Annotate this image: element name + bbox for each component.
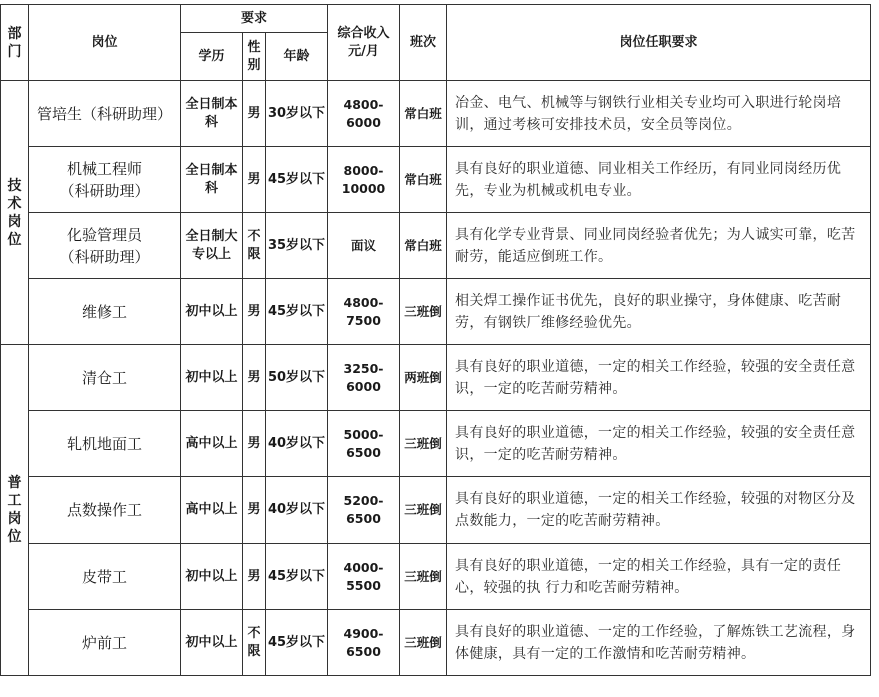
duties-header: 岗位任职要求 bbox=[447, 5, 871, 81]
age-cell: 35岁以下 bbox=[266, 213, 328, 279]
duties-cell: 具有良好的职业道德，一定的相关工作经验，较强的安全责任意识，一定的吃苦耐劳精神。 bbox=[447, 411, 871, 477]
salary-cell: 3250-6000 bbox=[328, 345, 400, 411]
line: 全日制本 bbox=[185, 96, 238, 112]
line: 限 bbox=[247, 246, 261, 262]
dept-char: 工 bbox=[7, 493, 22, 509]
line: 限 bbox=[247, 643, 261, 659]
education-cell bbox=[181, 345, 243, 411]
sex-cell bbox=[243, 610, 266, 676]
line: 男 bbox=[247, 502, 261, 517]
position-cell bbox=[29, 213, 181, 279]
education-cell bbox=[181, 81, 243, 147]
salary-cell: 面议 bbox=[328, 213, 400, 279]
education-cell bbox=[181, 477, 243, 544]
line: 清仓工 bbox=[81, 368, 127, 387]
dept-header: 部 门 bbox=[1, 5, 29, 81]
education-cell bbox=[181, 279, 243, 345]
dept-char: 岗 bbox=[7, 511, 22, 527]
line: 科 bbox=[204, 114, 218, 130]
dept-char: 岗 bbox=[7, 213, 22, 230]
dept-char: 位 bbox=[7, 231, 22, 248]
sex-cell bbox=[243, 213, 266, 279]
requirements-header: 要求 bbox=[181, 5, 328, 33]
age-cell: 40岁以下 bbox=[266, 411, 328, 477]
age-header: 年龄 bbox=[266, 33, 328, 81]
sex-header: 性 别 bbox=[243, 33, 266, 81]
sex-cell bbox=[243, 544, 266, 610]
sex-cell bbox=[243, 81, 266, 147]
position-cell bbox=[29, 544, 181, 610]
line: 男 bbox=[247, 303, 261, 319]
age-cell: 45岁以下 bbox=[266, 610, 328, 676]
table-row bbox=[1, 345, 871, 411]
shift-cell: 两班倒 bbox=[400, 345, 447, 411]
age-cell: 40岁以下 bbox=[266, 477, 328, 544]
age-cell: 45岁以下 bbox=[266, 544, 328, 610]
table-row bbox=[1, 147, 871, 213]
shift-cell: 常白班 bbox=[400, 81, 447, 147]
salary-cell: 8000-10000 bbox=[328, 147, 400, 213]
age-cell: 45岁以下 bbox=[266, 279, 328, 345]
age-cell: 45岁以下 bbox=[266, 147, 328, 213]
education-cell bbox=[181, 411, 243, 477]
duties-cell: 具有化学专业背景、同业同岗经验者优先；为人诚实可靠，吃苦耐劳，能适应倒班工作。 bbox=[447, 213, 871, 279]
shift-cell: 三班倒 bbox=[400, 610, 447, 676]
line: 初中以上 bbox=[185, 369, 238, 385]
line: 男 bbox=[247, 171, 261, 187]
shift-cell: 三班倒 bbox=[400, 411, 447, 477]
position-cell bbox=[29, 345, 181, 411]
salary-cell: 5200-6500 bbox=[328, 477, 400, 544]
shift-cell: 三班倒 bbox=[400, 477, 447, 544]
age-cell: 50岁以下 bbox=[266, 345, 328, 411]
line: 高中以上 bbox=[185, 435, 238, 451]
position-cell bbox=[29, 147, 181, 213]
education-header: 学历 bbox=[181, 33, 243, 81]
duties-cell: 具有良好的职业道德，一定的相关工作经验，较强的对物区分及点数能力，一定的吃苦耐劳精神。 bbox=[447, 477, 871, 544]
dept-char: 普 bbox=[7, 475, 22, 491]
line: （科研助理） bbox=[59, 247, 150, 266]
line: 机械工程师 bbox=[66, 159, 142, 178]
line: 男 bbox=[247, 105, 261, 121]
line: 不 bbox=[247, 625, 261, 641]
salary-cell: 4000-5500 bbox=[328, 544, 400, 610]
age-cell: 30岁以下 bbox=[266, 81, 328, 147]
line: 不 bbox=[247, 228, 261, 244]
table-row bbox=[1, 81, 871, 147]
position-cell bbox=[29, 81, 181, 147]
position-cell bbox=[29, 279, 181, 345]
line: 管培生（科研助理） bbox=[36, 104, 172, 123]
salary-cell: 4800-7500 bbox=[328, 279, 400, 345]
position-cell bbox=[29, 477, 181, 544]
line: 轧机地面工 bbox=[66, 434, 142, 453]
line: 科 bbox=[204, 180, 218, 196]
salary-cell: 4800-6000 bbox=[328, 81, 400, 147]
dept-char: 技 bbox=[7, 177, 22, 194]
position-header: 岗位 bbox=[29, 5, 181, 81]
education-cell bbox=[181, 213, 243, 279]
job-table bbox=[0, 4, 871, 676]
duties-cell: 具有良好的职业道德，一定的相关工作经验，较强的安全责任意识，一定的吃苦耐劳精神。 bbox=[447, 345, 871, 411]
education-cell bbox=[181, 544, 243, 610]
table-row bbox=[1, 213, 871, 279]
duties-cell: 具有良好的职业道德，一定的相关工作经验，具有一定的责任心，较强的执 行力和吃苦耐劳精神。 bbox=[447, 544, 871, 610]
line: 男 bbox=[247, 369, 261, 385]
sex-cell bbox=[243, 147, 266, 213]
dept-cell-tech bbox=[1, 81, 29, 345]
sex-cell bbox=[243, 411, 266, 477]
salary-cell: 4900-6500 bbox=[328, 610, 400, 676]
table-row bbox=[1, 279, 871, 345]
table-row bbox=[1, 411, 871, 477]
education-cell bbox=[181, 147, 243, 213]
line: 全日制本 bbox=[185, 162, 238, 178]
dept-char: 术 bbox=[7, 195, 22, 212]
dept-cell-general bbox=[1, 345, 29, 676]
education-cell bbox=[181, 610, 243, 676]
line: 炉前工 bbox=[81, 633, 127, 652]
shift-cell: 三班倒 bbox=[400, 544, 447, 610]
salary-cell: 5000-6500 bbox=[328, 411, 400, 477]
line: 高中以上 bbox=[185, 502, 238, 517]
sex-cell bbox=[243, 279, 266, 345]
line: 男 bbox=[247, 568, 261, 584]
dept-char: 位 bbox=[7, 529, 22, 545]
sex-cell bbox=[243, 345, 266, 411]
table-row bbox=[1, 544, 871, 610]
line: 化验管理员 bbox=[66, 225, 142, 244]
line: （科研助理） bbox=[59, 181, 150, 200]
duties-cell: 相关焊工操作证书优先，良好的职业操守，身体健康、吃苦耐劳，有钢铁厂维修经验优先。 bbox=[447, 279, 871, 345]
table-row bbox=[1, 477, 871, 544]
line: 初中以上 bbox=[185, 303, 238, 319]
sex-cell bbox=[243, 477, 266, 544]
line: 维修工 bbox=[81, 302, 127, 321]
line: 皮带工 bbox=[81, 567, 127, 586]
duties-cell: 具有良好的职业道德、同业相关工作经历，有同业同岗经历优先，专业为机械或机电专业。 bbox=[447, 147, 871, 213]
shift-cell: 常白班 bbox=[400, 213, 447, 279]
line: 初中以上 bbox=[185, 568, 238, 584]
position-cell bbox=[29, 610, 181, 676]
shift-header: 班次 bbox=[400, 5, 447, 81]
line: 点数操作工 bbox=[66, 501, 142, 519]
line: 全日制大 bbox=[185, 228, 238, 244]
shift-cell: 常白班 bbox=[400, 147, 447, 213]
line: 专以上 bbox=[191, 246, 231, 262]
salary-header: 综合收入 元/月 bbox=[328, 5, 400, 81]
shift-cell: 三班倒 bbox=[400, 279, 447, 345]
position-cell bbox=[29, 411, 181, 477]
duties-cell: 冶金、电气、机械等与钢铁行业相关专业均可入职进行轮岗培训，通过考核可安排技术员，安全员等岗位。 bbox=[447, 81, 871, 147]
line: 初中以上 bbox=[185, 634, 238, 650]
table-row bbox=[1, 610, 871, 676]
duties-cell: 具有良好的职业道德、一定的工作经验，了解炼铁工艺流程，身体健康，具有一定的工作激情和吃苦耐劳精神。 bbox=[447, 610, 871, 676]
line: 男 bbox=[247, 435, 261, 451]
